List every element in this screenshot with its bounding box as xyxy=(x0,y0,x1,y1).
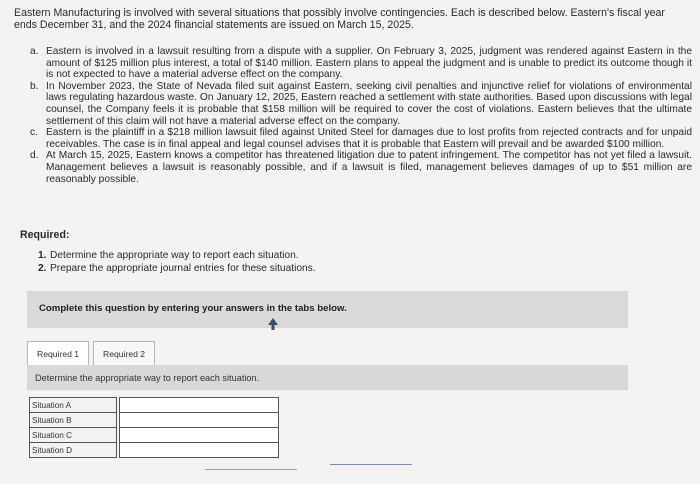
tab-required-2[interactable]: Required 2 xyxy=(93,341,155,367)
required-list xyxy=(38,250,316,275)
item-number: 1. xyxy=(38,250,47,261)
item-text: Eastern is the plaintiff in a $218 million lawsuit filed against United Steel for damages due to lost profits from rejected contracts and for unpaid receivables. The case is in final appeal and legal counsel advises that it is probable that Eastern will prevail and be awarded $100 million. xyxy=(46,127,692,150)
required-heading: Required: xyxy=(20,229,70,241)
problem-intro: Eastern Manufacturing is involved with several situations that possibly involve contingencies. Each is described below. Eastern's fiscal year ends December 31, and the 2024 financial statements are issued on March 15, 2025. xyxy=(14,7,665,31)
situation-label: Situation C xyxy=(30,428,117,443)
item-text: At March 15, 2025, Eastern knows a competitor has threatened litigation due to patent infringement. The competitor has not yet filed a lawsuit. Management believes a lawsuit is reasonably possible, and if a lawsuit is filed, management believes damages of up to $51 million are reasonably possible. xyxy=(46,150,692,185)
tab-required-1[interactable]: Required 1 xyxy=(27,341,89,367)
situation-table xyxy=(29,397,279,458)
list-item xyxy=(38,250,316,263)
item-number: 2. xyxy=(38,262,47,274)
table-row xyxy=(30,443,279,458)
item-text: Prepare the appropriate journal entries for these situations. xyxy=(50,262,316,274)
instruction-banner xyxy=(27,291,628,328)
table-row xyxy=(30,398,279,413)
item-text: Eastern is involved in a lawsuit resulting from a dispute with a supplier. On February 3, 2025, judgment was rendered against Eastern in the amount of $125 million plus interest, a total of $140 million. Eastern plans to appeal the judgment and is unable to predict its outcome though it is not expected to have a material adverse effect on the company. xyxy=(46,46,692,81)
situation-b-answer-input[interactable] xyxy=(120,413,279,428)
item-letter: a. xyxy=(30,46,39,57)
situation-label: Situation A xyxy=(30,398,117,413)
list-item xyxy=(30,81,692,127)
situation-a-answer-input[interactable] xyxy=(120,398,279,413)
item-text: In November 2023, the State of Nevada filed suit against Eastern, seeking civil penalties and injunctive relief for violations of environmental laws regulating hazardous waste. On January 12, 2025, Eastern reached a settlement with state authorities. Based upon discussions with legal counsel, the Company feels it is probable that $158 million will be required to cover the cost of violations. Eastern believes that the ultimate settlement of this claim will not have a material adverse effect on the company. xyxy=(46,80,692,127)
tab-bar xyxy=(27,341,159,367)
list-item xyxy=(30,150,692,185)
table-row xyxy=(30,428,279,443)
item-letter: b. xyxy=(30,80,39,92)
divider xyxy=(330,464,412,465)
divider xyxy=(205,469,297,470)
list-item xyxy=(30,127,692,150)
banner-text: Complete this question by entering your answers in the tabs below. xyxy=(39,303,347,314)
table-row xyxy=(30,413,279,428)
situation-c-answer-input[interactable] xyxy=(120,428,279,443)
item-letter: d. xyxy=(30,150,39,162)
situation-label: Situation D xyxy=(30,443,117,458)
item-letter: c. xyxy=(30,127,38,139)
situation-list xyxy=(30,46,692,185)
item-text: Determine the appropriate way to report each situation. xyxy=(50,250,299,261)
situation-label: Situation B xyxy=(30,413,117,428)
question-instruction-bar xyxy=(27,365,628,390)
pointer-cursor-icon xyxy=(268,318,278,330)
list-item xyxy=(30,46,692,81)
situation-d-answer-input[interactable] xyxy=(120,443,279,458)
list-item xyxy=(38,263,316,276)
question-instruction: Determine the appropriate way to report each situation. xyxy=(35,373,260,383)
